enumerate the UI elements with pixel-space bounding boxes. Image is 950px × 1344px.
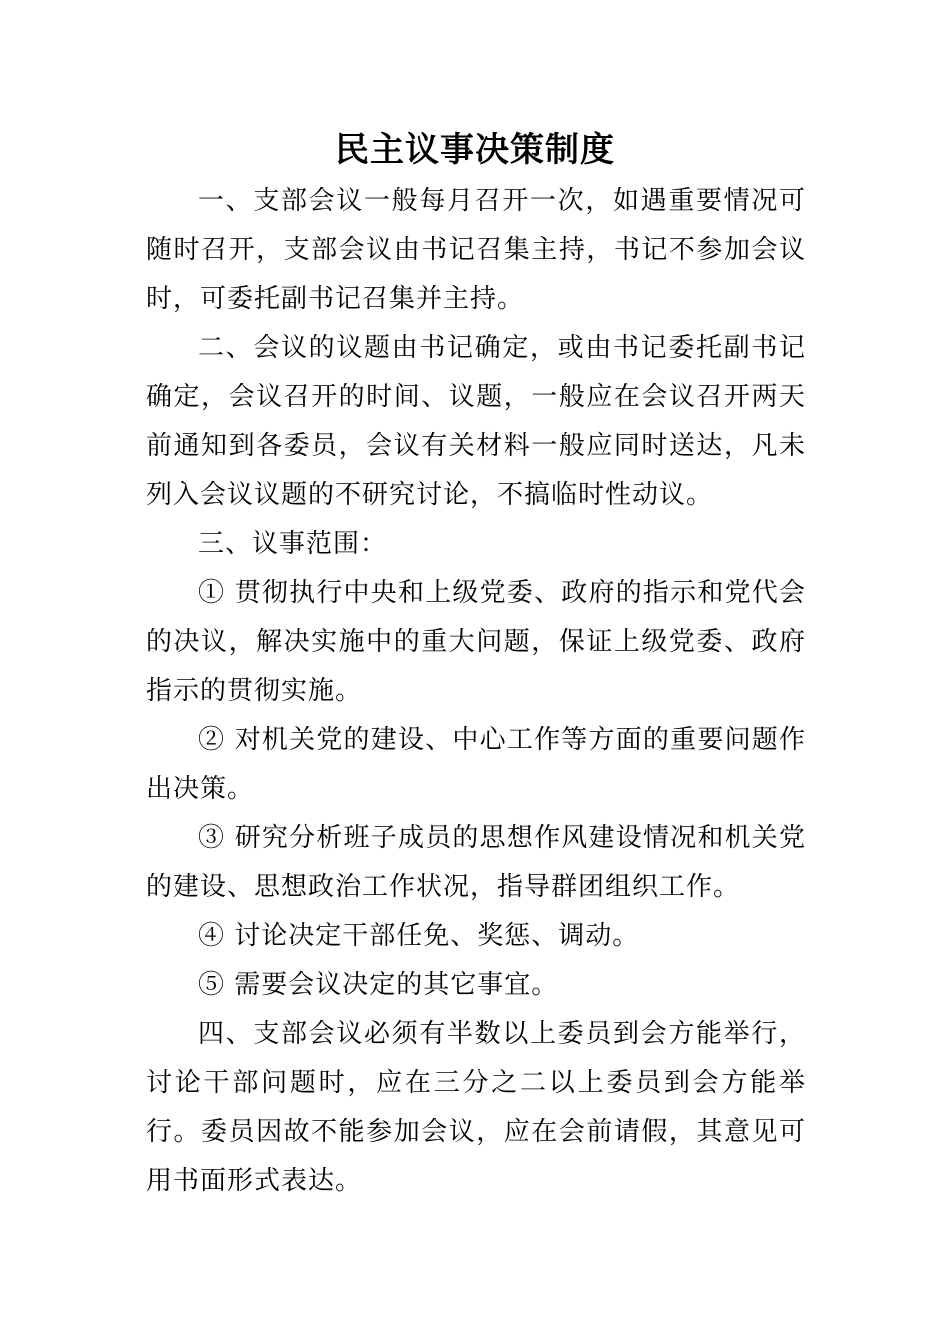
paragraph-2: 二、会议的议题由书记确定，或由书记委托副书记确定，会议召开的时间、议题，一般应在会议召开两天前通知到各委员，会议有关材料一般应同时送达，凡未列入会议议题的不研究讨论，不搞临时性动议。: [146, 333, 806, 510]
paragraph-5: ② 对机关党的建设、中心工作等方面的重要问题作出决策。: [146, 725, 806, 804]
paragraph-1: 一、支部会议一般每月召开一次，如遇重要情况可随时召开，支部会议由书记召集主持，书记不参加会议时，可委托副书记召集并主持。: [146, 186, 806, 314]
document-title: 民主议事决策制度: [335, 130, 615, 170]
paragraph-9: 四、支部会议必须有半数以上委员到会方能举行，讨论干部问题时，应在三分之二以上委员到会方能举行。委员因故不能参加会议，应在会前请假，其意见可用书面形式表达。: [146, 1019, 806, 1196]
paragraph-7: ④ 讨论决定干部任免、奖惩、调动。: [198, 921, 640, 951]
paragraph-6: ③ 研究分析班子成员的思想作风建设情况和机关党的建设、思想政治工作状况，指导群团组织工作。: [146, 823, 806, 902]
paragraph-8: ⑤ 需要会议决定的其它事宜。: [198, 970, 559, 1000]
document-body: [146, 177, 806, 1206]
paragraph-3: 三、议事范围：: [198, 529, 388, 559]
paragraph-4: ① 贯彻执行中央和上级党委、政府的指示和党代会的决议，解决实施中的重大问题，保证上级党委、政府指示的贯彻实施。: [146, 578, 806, 706]
